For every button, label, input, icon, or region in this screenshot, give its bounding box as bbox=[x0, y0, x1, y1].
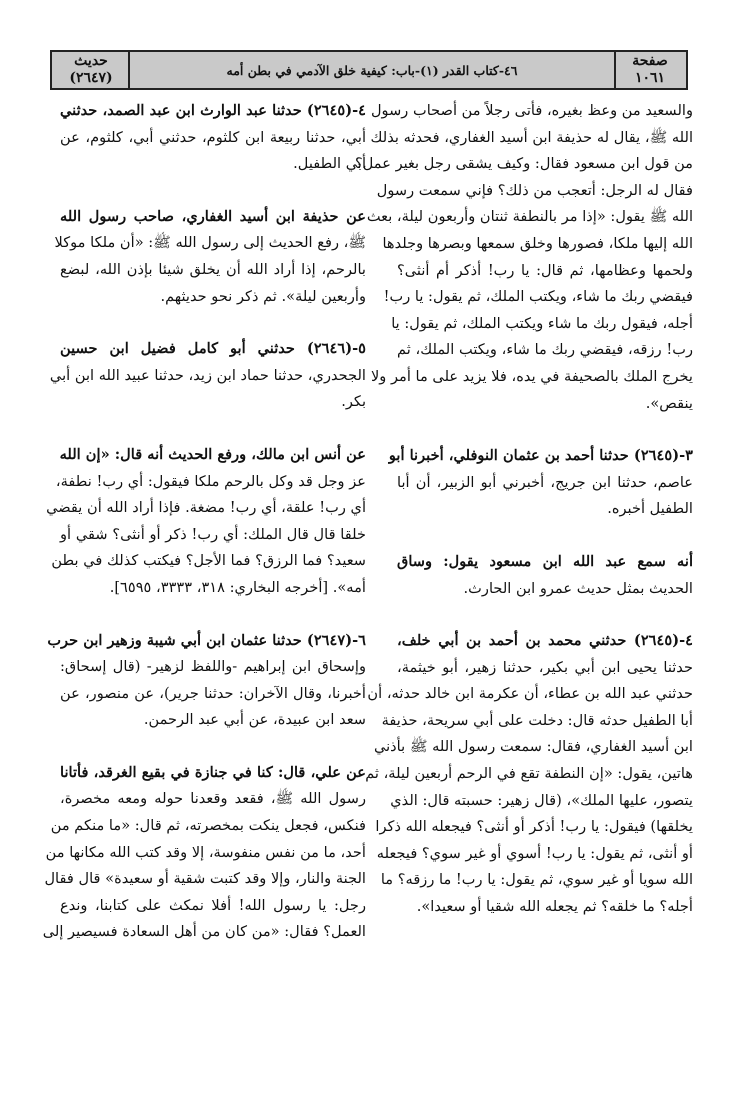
text-line: ٣-(٢٦٤٥) حدثنا أحمد بن عثمان النوفلي، أخبرنا أبو bbox=[388, 447, 693, 465]
text-line: هاتين، يقول: «إن النطفة تقع في الرحم أربعين ليلة، ثم bbox=[365, 765, 693, 783]
text-line: فقال له الرجل: أتعجب من ذلك؟ فإني سمعت رسول bbox=[376, 181, 693, 199]
text-line: أمه». [أخرجه البخاري: ٣١٨، ٣٣٣٣، ٦٥٩٥]. bbox=[109, 578, 366, 596]
text-line: فنكس، فجعل ينكت بمخصرته، ثم قال: «ما منكم من bbox=[50, 817, 366, 835]
text-line: حدثنا يحيى ابن أبي بكير، حدثنا زهير، أبو خيثمة، bbox=[397, 658, 693, 676]
text-line: بالرحم، إذا أراد الله أن يخلق شيئا بإذن الله، لبضع bbox=[60, 260, 366, 278]
hadith-number: (٢٦٤٧) bbox=[69, 70, 113, 86]
text-line: الله سويا أو غير سوي، ثم يقول: يا رب! ما رزقه؟ ما bbox=[380, 871, 693, 889]
hadith-number-box bbox=[58, 52, 124, 88]
text-line: أبي، حدثنا ربيعة ابن كلثوم، حدثني أبي، كلثوم، عن bbox=[60, 128, 366, 146]
right-text-column bbox=[354, 98, 693, 1088]
text-line: الجنة والنار، وإلا وقد كتبت شقية أو سعيدة» قال فقال bbox=[44, 870, 366, 888]
text-line: عن حذيفة ابن أسيد الغفاري، صاحب رسول الله bbox=[60, 207, 366, 225]
text-line: عاصم، حدثنا ابن جريج، أخبرني أبو الزبير، أن أبا bbox=[397, 473, 693, 491]
running-header bbox=[50, 50, 688, 90]
paragraph-gap bbox=[60, 602, 366, 628]
text-line: رجل: يا رسول الله! أفلا نمكث على كتابنا، وندع bbox=[60, 896, 366, 914]
text-line: ٦-(٢٦٤٧) حدثنا عثمان ابن أبي شيبة وزهير ابن حرب bbox=[47, 631, 366, 649]
text-line: بكر. bbox=[341, 393, 366, 411]
text-line: ٤-(٢٦٤٥) حدثني محمد بن أحمد بن أبي خلف، bbox=[397, 632, 693, 650]
text-line: سعد ابن عبيدة، عن أبي عبد الرحمن. bbox=[143, 711, 366, 729]
text-line: يتصور، عليها الملك»، (قال زهير: حسبته قال: الذي bbox=[390, 791, 693, 809]
text-line: أحد، ما من نفس منفوسة، إلا وقد كتب الله مكانها من bbox=[45, 843, 366, 861]
text-line: الله ﷺ يقول: «إذا مر بالنطفة ثنتان وأربعون ليلة، بعث bbox=[366, 208, 693, 226]
text-line: ٤-(٢٦٤٥) حدثنا عبد الوارث ابن عبد الصمد، حدثني bbox=[60, 102, 366, 119]
text-line: من قول ابن مسعود فقال: وكيف يشقى رجل بغير عمل؟ bbox=[354, 155, 693, 173]
paragraph-gap bbox=[60, 416, 366, 442]
text-line: الله إليها ملكا، فصورها وخلق سمعها وبصرها وجلدها bbox=[382, 234, 693, 252]
text-line: أجله؟ ما خلقه؟ ثم يجعله الله شقيا أو سعيدا». bbox=[416, 898, 693, 916]
text-line: وإسحاق ابن إبراهيم -واللفظ لزهير- (قال إسحاق: bbox=[60, 658, 366, 676]
header-divider-right bbox=[614, 52, 616, 88]
paragraph-gap bbox=[397, 523, 693, 549]
text-line: حدثني عبد الله بن عطاء، أن عكرمة ابن خالد حدثه، أن bbox=[367, 685, 693, 703]
text-line: ﷺ، رفع الحديث إلى رسول الله ﷺ: «أن ملكا موكلا bbox=[54, 234, 366, 252]
text-line: ٥-(٢٦٤٦) حدثني أبو كامل فضيل ابن حسين bbox=[60, 340, 366, 358]
text-line: أنه سمع عبد الله ابن مسعود يقول: وساق bbox=[397, 552, 693, 570]
paragraph-gap bbox=[397, 417, 693, 443]
text-line: وأربعين ليلة». ثم ذكر نحو حديثهم. bbox=[160, 287, 366, 305]
text-line: أخبرنا، وقال الآخران: حدثنا جرير)، عن منصور، عن bbox=[60, 684, 366, 702]
text-line: الله ﷺ، يقال له حذيفة ابن أسيد الغفاري، فحدثه بذلك bbox=[370, 128, 693, 146]
book-title: ٤٦-كتاب القدر (١)-باب: كيفية خلق الآدمي في بطن أمه bbox=[226, 62, 518, 78]
left-text-column bbox=[42, 98, 366, 1088]
text-line: رسول الله ﷺ، فقعد وقعدنا حوله ومعه مخصرة، bbox=[60, 790, 366, 808]
text-line: الجحدري، حدثنا حماد ابن زيد، حدثنا عبيد الله ابن أبي bbox=[49, 366, 366, 384]
text-line: الحديث بمثل حديث عمرو ابن الحارث. bbox=[463, 579, 693, 597]
text-line: والسعيد من وعظ بغيره، فأتى رجلاً من أصحاب رسول bbox=[370, 102, 693, 119]
page-number: ١٠٦١ bbox=[634, 70, 666, 86]
text-line: يخرج الملك بالصحيفة في يده، فلا يزيد على ما أمر ولا bbox=[370, 367, 693, 385]
text-line: سعيد؟ فما الرزق؟ فما الأجل؟ فيكتب كذلك في بطن bbox=[51, 552, 366, 570]
header-divider-left bbox=[128, 52, 130, 88]
text-line: ولحمها وعظامها، ثم قال: يا رب! أذكر أم أنثى؟ bbox=[397, 261, 693, 279]
text-line: أبي الطفيل. bbox=[293, 155, 366, 173]
text-line: عن أنس ابن مالك، ورفع الحديث أنه قال: «إن الله bbox=[59, 445, 366, 463]
text-line: أي رب! علقة، أي رب! مضغة. فإذا أراد الله أن يقضي bbox=[46, 499, 366, 517]
paragraph-gap bbox=[60, 178, 366, 204]
text-line: خلقا قال قال الملك: أي رب! ذكر أو أنثى؟ شقي أو bbox=[60, 525, 366, 543]
text-line: ينقص». bbox=[645, 394, 693, 412]
text-line: العمل؟ فقال: «من كان من أهل السعادة فسيصير إلى bbox=[42, 923, 366, 941]
text-line: فيقضي ربك ما شاء، ويكتب الملك، ثم يقول: يا رب! bbox=[383, 288, 693, 306]
text-line: عن علي، قال: كنا في جنازة في بقيع الغرقد، فأتانا bbox=[60, 763, 366, 781]
page-label: صفحة bbox=[632, 53, 668, 69]
paragraph-gap bbox=[397, 602, 693, 628]
text-line: الطفيل أخبره. bbox=[607, 500, 693, 518]
page-number-box bbox=[620, 52, 680, 88]
text-line: أجله، فيقول ربك ما شاء ويكتب الملك، ثم يقول: يا bbox=[391, 314, 693, 332]
text-line: يخلقها) فيقول: يا رب! أذكر أو أنثى؟ فيجعله الله ذكرا bbox=[375, 818, 693, 836]
text-line: عز وجل قد وكل بالرحم ملكا فيقول: أي رب! نطفة، bbox=[55, 472, 366, 490]
text-line: رب! رزقه، فيقضي ربك ما شاء، ويكتب الملك، ثم bbox=[397, 341, 693, 359]
paragraph-gap bbox=[60, 310, 366, 336]
text-line: أو أنثى، ثم يقول: يا رب! أسوي أو غير سوي؟ فيجعله bbox=[376, 844, 693, 862]
paragraph-gap bbox=[60, 734, 366, 760]
text-line: أبا الطفيل حدثه قال: دخلت على أبي سريحة، حذيفة bbox=[381, 711, 693, 729]
hadith-label: حديث bbox=[74, 53, 108, 69]
text-line: ابن أسيد الغفاري، فقال: سمعت رسول الله ﷺ بأذني bbox=[373, 738, 693, 756]
